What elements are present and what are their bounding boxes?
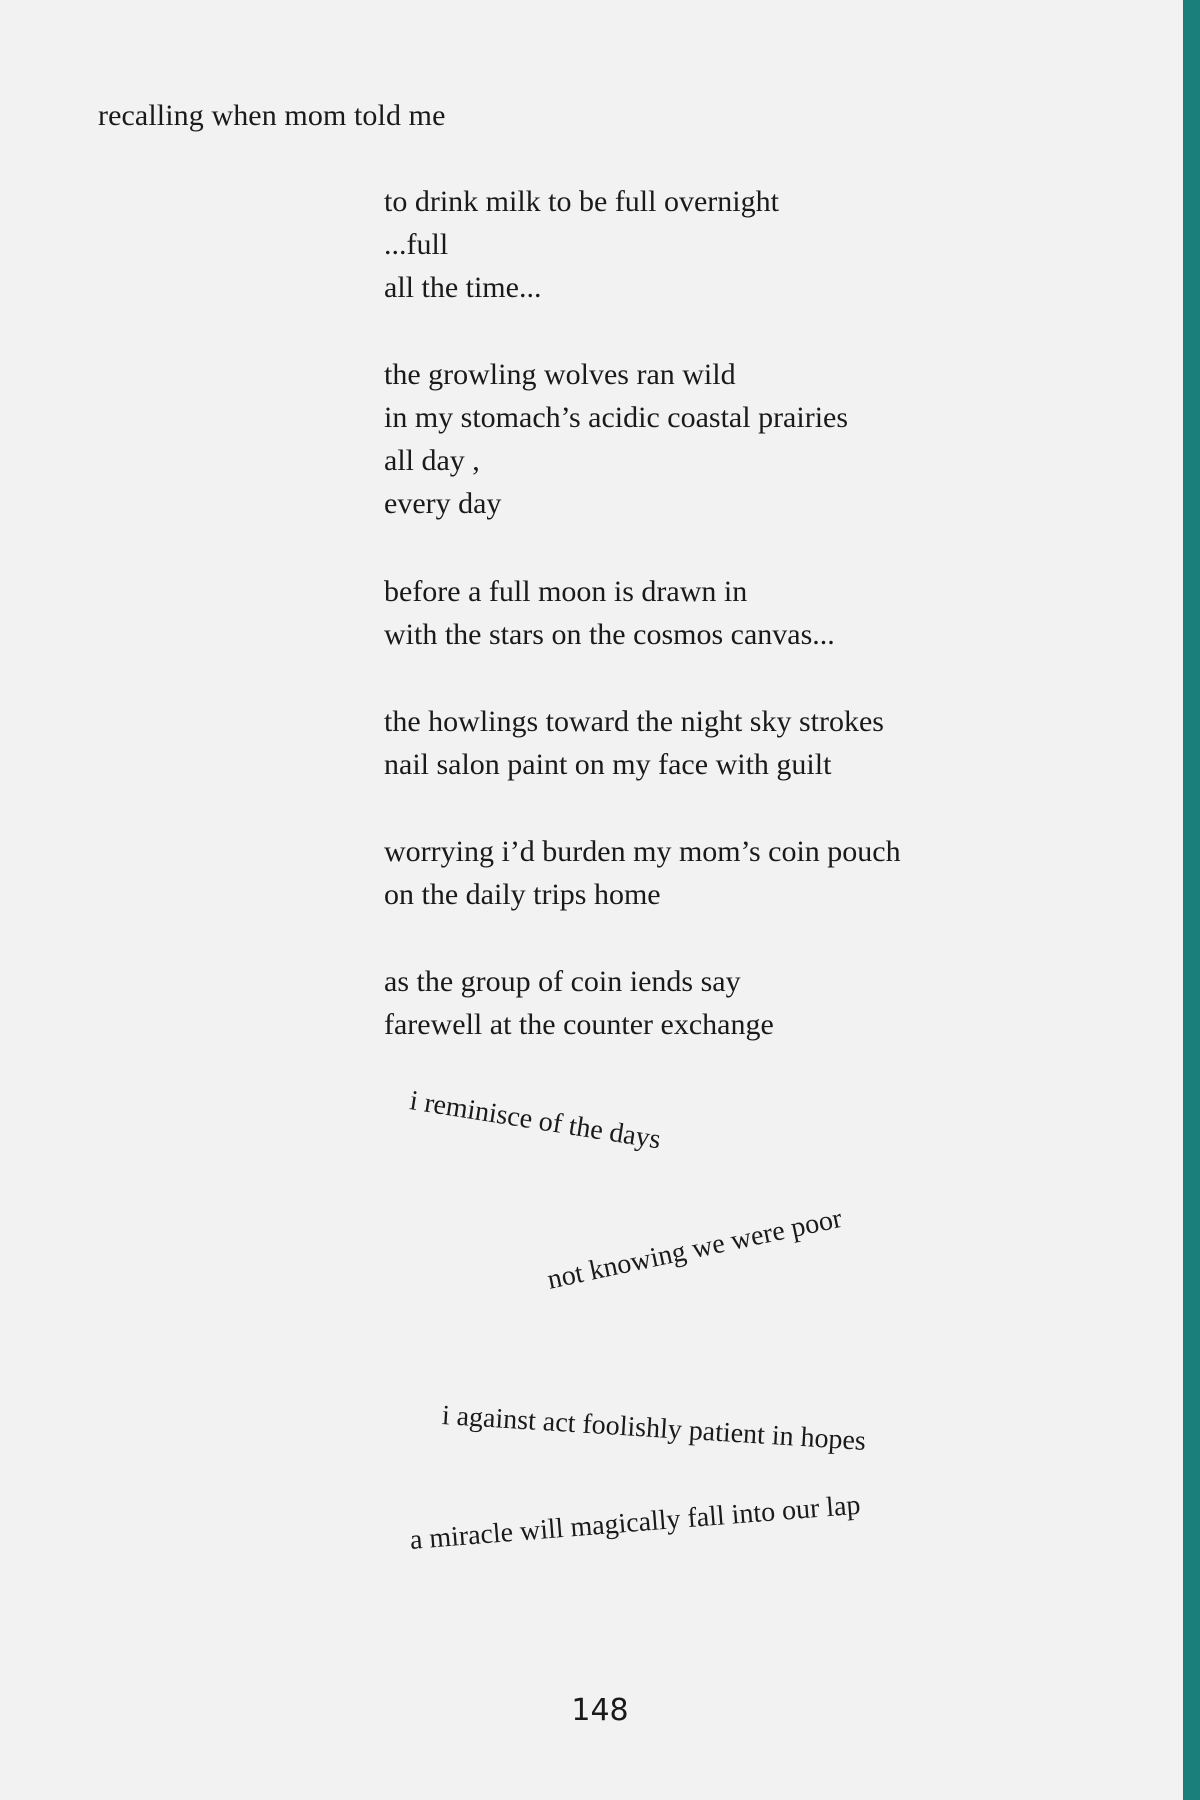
poem-line: the howlings toward the night sky strokes bbox=[384, 705, 884, 738]
poem-line: with the stars on the cosmos canvas... bbox=[384, 618, 835, 651]
stanza-2 bbox=[384, 353, 848, 525]
poem-line: to drink milk to be full overnight bbox=[384, 185, 779, 218]
curved-poem-line-reminisce: i reminisce of the days bbox=[407, 1085, 663, 1156]
stanza-1 bbox=[384, 180, 779, 309]
stanza-3 bbox=[384, 570, 835, 656]
poem-line: worrying i’d burden my mom’s coin pouch bbox=[384, 835, 901, 868]
stanza-4 bbox=[384, 700, 884, 786]
poem-line: nail salon paint on my face with guilt bbox=[384, 748, 832, 781]
poem-opening-line: recalling when mom told me bbox=[98, 99, 446, 132]
poem-line: in my stomach’s acidic coastal prairies bbox=[384, 401, 849, 434]
poem-line: farewell at the counter exchange bbox=[384, 1008, 774, 1041]
poem-line: every day bbox=[384, 487, 502, 520]
poem-line: as the group of coin iends say bbox=[384, 965, 741, 998]
poem-line: ...full bbox=[384, 228, 449, 261]
stanza-5 bbox=[384, 830, 901, 916]
poem-line: on the daily trips home bbox=[384, 878, 661, 911]
poem-line: all day , bbox=[384, 444, 480, 477]
poem-line: before a full moon is drawn in bbox=[384, 575, 748, 608]
curved-poem-line-not-knowing: not knowing we were poor bbox=[544, 1202, 845, 1296]
page-edge-stripe bbox=[1183, 0, 1200, 1800]
stanza-6 bbox=[384, 960, 774, 1046]
curved-poem-line-against-act: i against act foolishly patient in hopes bbox=[441, 1400, 867, 1457]
poem-line: the growling wolves ran wild bbox=[384, 358, 736, 391]
poem-line: all the time... bbox=[384, 271, 542, 304]
curved-poem-line-miracle: a miracle will magically fall into our lap bbox=[408, 1489, 862, 1556]
page-number: 148 bbox=[571, 1693, 629, 1728]
